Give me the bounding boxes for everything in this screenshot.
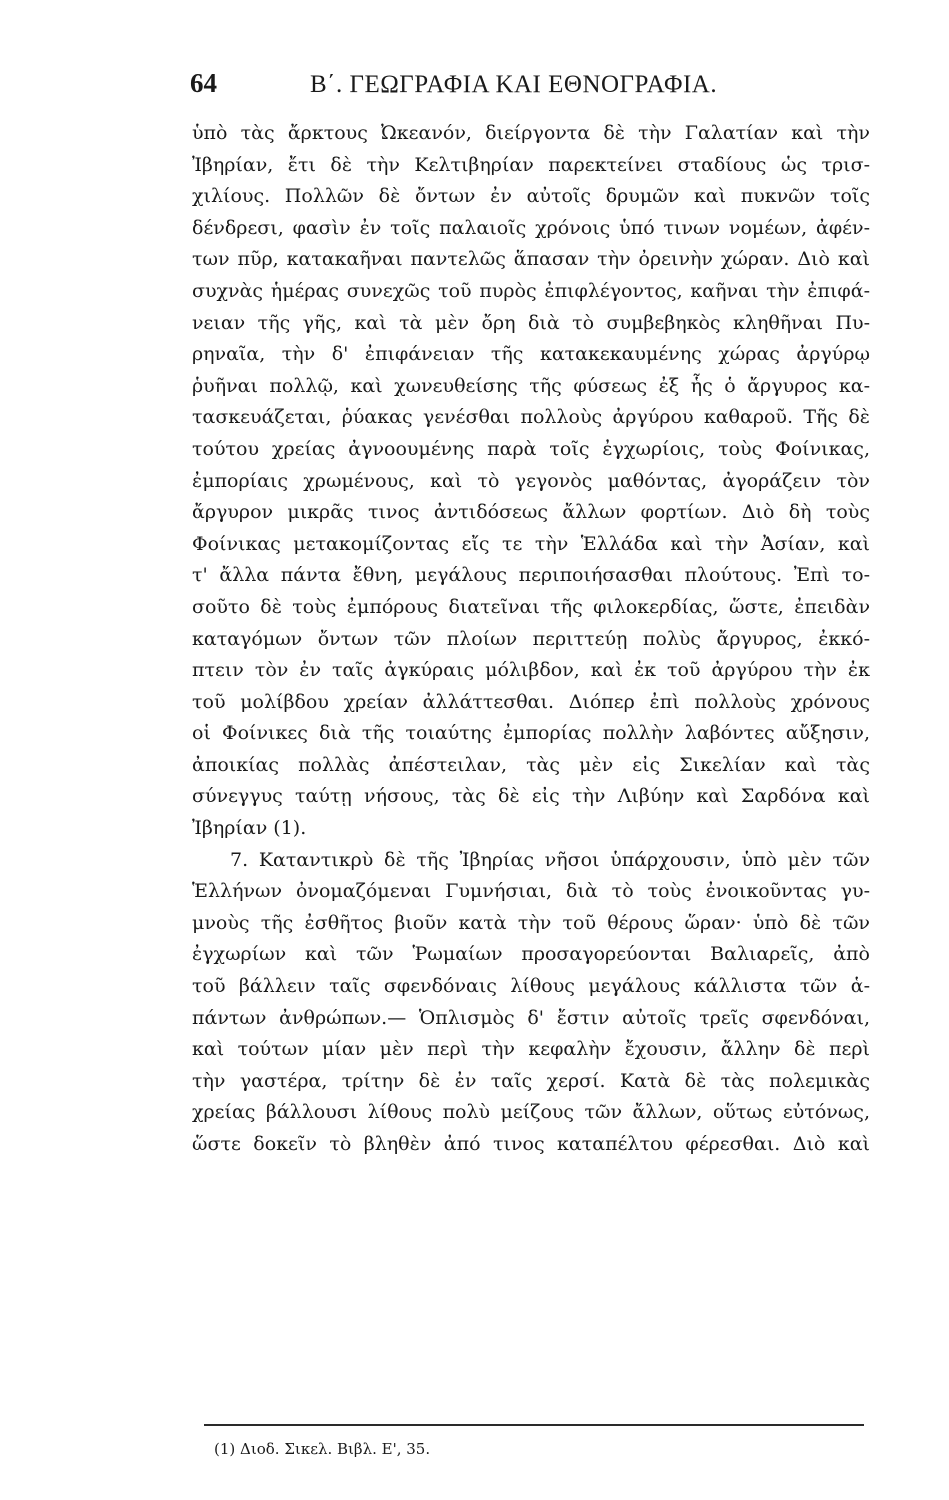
text-line: νειαν τῆς γῆς, καὶ τὰ μὲν ὄρη διὰ τὸ συμβεβηκὸς κληθῆναι Πυ- — [192, 311, 870, 334]
text-line: τὴν γαστέρα, τρίτην δὲ ἐν ταῖς χερσί. Κατὰ δὲ τὰς πολεμικὰς — [192, 1069, 870, 1092]
running-head: Β΄. ΓΕΩΓΡΑΦΙΑ ΚΑΙ ΕΘΝΟΓΡΑΦΙΑ. — [310, 71, 718, 98]
text-line: ἐγχωρίων καὶ τῶν Ῥωμαίων προσαγορεύονται Βαλιαρεῖς, ἀπὸ — [192, 943, 870, 966]
text-line: Φοίνικας μετακομίζοντας εἴς τε τὴν Ἑλλάδα καὶ τὴν Ἀσίαν, καὶ — [192, 532, 870, 555]
text-line-section-7-start: 7. Καταντικρὺ δὲ τῆς Ἰβηρίας νῆσοι ὑπάρχουσιν, ὑπὸ μὲν τῶν — [230, 848, 870, 871]
text-line: ὥστε δοκεῖν τὸ βληθὲν ἀπό τινος καταπέλτου φέρεσθαι. Διὸ καὶ — [192, 1133, 870, 1155]
text-line: καὶ τούτων μίαν μὲν περὶ τὴν κεφαλὴν ἔχουσιν, ἄλλην δὲ περὶ — [192, 1038, 870, 1061]
text-line: ἄργυρον μικρᾶς τινος ἀντιδόσεως ἄλλων φορτίων. Διὸ δὴ τοὺς — [192, 501, 870, 524]
text-line: οἱ Φοίνικες διὰ τῆς τοιαύτης ἐμπορίας πολλὴν λαβόντες αὔξησιν, — [192, 722, 870, 745]
text-line: δένδρεσι, φασὶν ἐν τοῖς παλαιοῖς χρόνοις ὑπό τινων νομέων, ἀφέν- — [192, 216, 870, 239]
text-line: μνοὺς τῆς ἐσθῆτος βιοῦν κατὰ τὴν τοῦ θέρους ὥραν· ὑπὸ δὲ τῶν — [192, 911, 870, 934]
text-line: τασκευάζεται, ῥύακας γενέσθαι πολλοὺς ἀργύρου καθαροῦ. Τῆς δὲ — [192, 406, 870, 429]
text-line-paragraph-end: Ἰβηρίαν (1). — [192, 817, 307, 840]
text-line: τούτου χρείας ἀγνοουμένης παρὰ τοῖς ἐγχωρίοις, τοὺς Φοίνικας, — [192, 437, 870, 460]
page-number: 64 — [190, 68, 217, 98]
text-line: ρηναῖα, τὴν δ' ἐπιφάνειαν τῆς κατακεκαυμένης χώρας ἀργύρῳ — [192, 343, 870, 366]
text-line: πάντων ἀνθρώπων.— Ὁπλισμὸς δ' ἔστιν αὐτοῖς τρεῖς σφενδόναι, — [192, 1006, 870, 1029]
text-line: Ἰβηρίαν, ἔτι δὲ τὴν Κελτιβηρίαν παρεκτείνει σταδίους ὡς τρισ- — [192, 153, 870, 176]
text-line: ἀποικίας πολλὰς ἀπέστειλαν, τὰς μὲν εἰς Σικελίαν καὶ τὰς — [192, 753, 870, 776]
text-line: ῥυῆναι πολλῷ, καὶ χωνευθείσης τῆς φύσεως ἐξ ἧς ὁ ἄργυρος κα- — [192, 374, 870, 397]
text-line: πτειν τὸν ἐν ταῖς ἀγκύραις μόλιβδον, καὶ ἐκ τοῦ ἀργύρου τὴν ἐκ — [192, 659, 870, 682]
text-line: καταγόμων ὄντων τῶν πλοίων περιττεύῃ πολὺς ἄργυρος, ἐκκό- — [192, 627, 870, 650]
footnote-divider — [204, 1424, 864, 1426]
text-line: χιλίους. Πολλῶν δὲ ὄντων ἐν αὐτοῖς δρυμῶν καὶ πυκνῶν τοῖς — [192, 185, 870, 208]
text-line: των πῦρ, κατακαῆναι παντελῶς ἅπασαν τὴν ὀρεινὴν χώραν. Διὸ καὶ — [192, 248, 870, 271]
text-line: σοῦτο δὲ τοὺς ἐμπόρους διατεῖναι τῆς φιλοκερδίας, ὥστε, ἐπειδὰν — [192, 595, 870, 618]
body-text — [192, 118, 870, 1161]
page-header — [190, 68, 870, 108]
text-line: τοῦ μολίβδου χρείαν ἀλλάττεσθαι. Διόπερ ἐπὶ πολλοὺς χρόνους — [192, 690, 870, 713]
text-line: χρείας βάλλουσι λίθους πολὺ μείζους τῶν ἄλλων, οὕτως εὐτόνως, — [192, 1101, 870, 1124]
text-line: ὑπὸ τὰς ἄρκτους Ὠκεανόν, διείργοντα δὲ τὴν Γαλατίαν καὶ τὴν — [192, 122, 870, 144]
text-line: συχνὰς ἡμέρας συνεχῶς τοῦ πυρὸς ἐπιφλέγοντος, καῆναι τὴν ἐπιφά- — [192, 279, 870, 302]
text-line: ἐμπορίαις χρωμένους, καὶ τὸ γεγονὸς μαθόντας, ἀγοράζειν τὸν — [192, 469, 870, 492]
text-line: τ' ἄλλα πάντα ἔθνη, μεγάλους περιποιήσασθαι πλούτους. Ἐπὶ το- — [192, 564, 870, 587]
footnote: (1) Διοδ. Σικελ. Βιβλ. Ε', 35. — [214, 1440, 431, 1458]
text-line: σύνεγγυς ταύτῃ νήσους, τὰς δὲ εἰς τὴν Λιβύην καὶ Σαρδόνα καὶ — [192, 785, 870, 808]
text-line: Ἑλλήνων ὀνομαζόμεναι Γυμνήσιαι, διὰ τὸ τοὺς ἐνοικοῦντας γυ- — [192, 880, 870, 903]
text-line: τοῦ βάλλειν ταῖς σφενδόναις λίθους μεγάλους κάλλιστα τῶν ἁ- — [192, 975, 870, 998]
